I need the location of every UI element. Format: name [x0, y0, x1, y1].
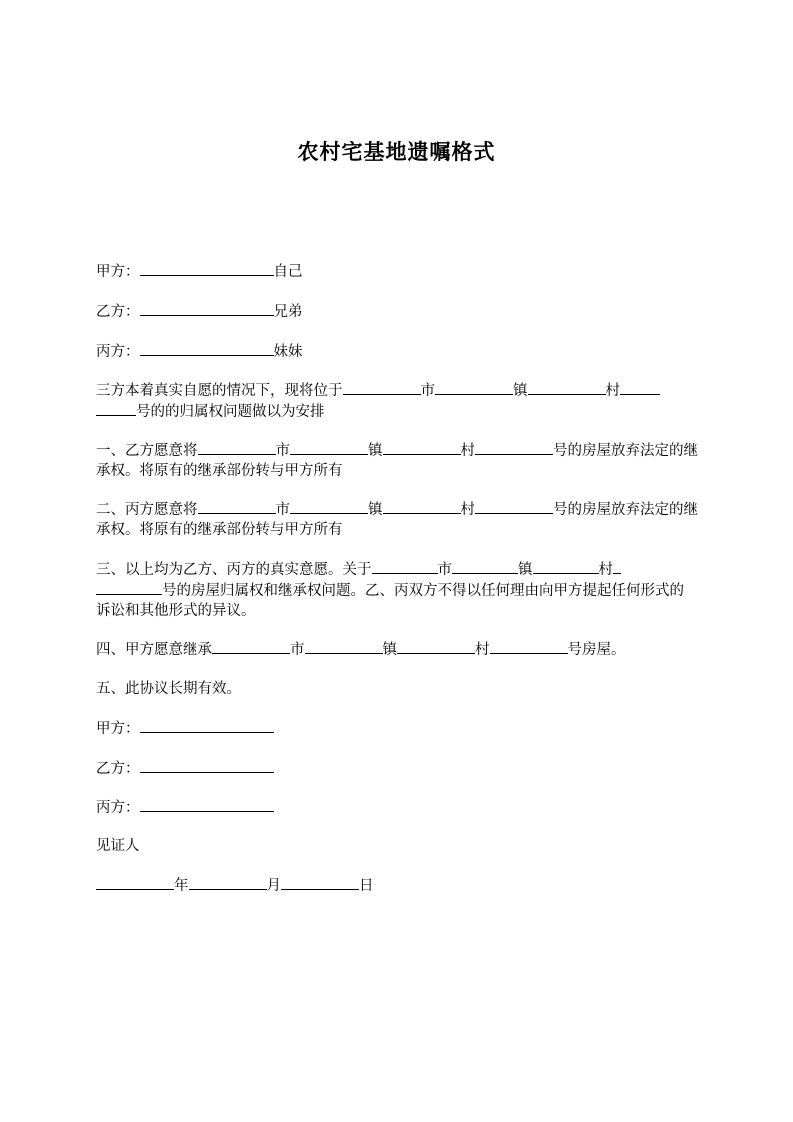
- intro-number-blank-a[interactable]: [620, 380, 660, 395]
- clause-2-village-blank[interactable]: [383, 499, 461, 514]
- clause-1-city-blank[interactable]: [198, 440, 276, 455]
- clause-1-number-blank[interactable]: [475, 440, 553, 455]
- clause-3-village: 村: [598, 562, 613, 578]
- party-bing-label: 丙方：: [96, 344, 140, 360]
- clause-1-town: 镇: [368, 443, 383, 459]
- clause-2-city: 市: [275, 502, 290, 518]
- clause-3-number-blank-a[interactable]: [613, 559, 621, 574]
- clause-1-prefix: 一、乙方愿意将: [96, 443, 198, 459]
- clause-4-city-blank[interactable]: [212, 639, 290, 654]
- clause-2-number-blank[interactable]: [475, 499, 553, 514]
- clause-2-town-blank[interactable]: [290, 499, 368, 514]
- date-month-blank[interactable]: [189, 875, 267, 890]
- signature-yi-label: 乙方：: [96, 761, 140, 777]
- date-year-blank[interactable]: [96, 875, 174, 890]
- party-yi-blank[interactable]: [140, 301, 274, 316]
- intro-village-blank[interactable]: [528, 380, 606, 395]
- party-bing-blank[interactable]: [140, 341, 274, 356]
- clause-4-number-blank[interactable]: [490, 639, 568, 654]
- clause-4-city: 市: [290, 642, 305, 658]
- clause-4-village: 村: [475, 642, 490, 658]
- signature-jia-label: 甲方：: [96, 721, 140, 737]
- intro-city: 市: [420, 383, 435, 399]
- clause-3-suffix: 号的房屋归属权和继承权问题。乙、丙双方不得以任何理由向甲方提起任何形式的诉讼和其他形式的异议。: [96, 583, 684, 619]
- intro-town-blank[interactable]: [435, 380, 513, 395]
- party-yi: [96, 301, 698, 322]
- signature-yi-blank[interactable]: [140, 758, 274, 773]
- clause-2-prefix: 二、丙方愿意将: [96, 502, 198, 518]
- intro-town: 镇: [513, 383, 528, 399]
- intro-village: 村: [605, 383, 620, 399]
- clause-1-suffix: 号的房屋放弃法定的继承权。将原有的继承部份转与甲方所有: [96, 443, 698, 479]
- party-jia: [96, 261, 698, 282]
- signature-bing-label: 丙方：: [96, 800, 140, 816]
- party-jia-label: 甲方：: [96, 264, 140, 280]
- intro-suffix: 号的的归属权问题做以为安排: [136, 404, 325, 420]
- clause-4-town: 镇: [382, 642, 397, 658]
- document-title: 农村宅基地遗嘱格式: [297, 140, 496, 164]
- clause-3-town-blank[interactable]: [452, 559, 518, 574]
- clause-4: [96, 639, 698, 660]
- intro-number-blank-b[interactable]: [96, 401, 136, 416]
- clause-3-number-blank-b[interactable]: [96, 580, 162, 595]
- clause-2-village: 村: [460, 502, 475, 518]
- signature-bing-blank[interactable]: [140, 797, 274, 812]
- signature-jia-blank[interactable]: [140, 718, 274, 733]
- signature-bing: [96, 797, 698, 818]
- intro-city-blank[interactable]: [343, 380, 421, 395]
- clause-4-prefix: 四、甲方愿意继承: [96, 642, 212, 658]
- clause-1: [96, 440, 698, 481]
- clause-5: 五、此协议长期有效。: [96, 681, 241, 697]
- clause-4-suffix: 号房屋。: [567, 642, 626, 658]
- clause-1-city: 市: [275, 443, 290, 459]
- clause-3-village-blank[interactable]: [533, 559, 599, 574]
- intro-prefix: 三方本着真实自愿的情况下，现将位于: [96, 383, 343, 399]
- date-line: [96, 875, 698, 896]
- party-bing: [96, 341, 698, 362]
- clause-4-village-blank[interactable]: [397, 639, 475, 654]
- intro-paragraph: [96, 380, 698, 422]
- clause-4-town-blank[interactable]: [305, 639, 383, 654]
- party-jia-blank[interactable]: [140, 261, 274, 276]
- clause-3-city: 市: [437, 562, 452, 578]
- clause-3: [96, 559, 698, 621]
- clause-1-town-blank[interactable]: [290, 440, 368, 455]
- date-day-blank[interactable]: [281, 875, 359, 890]
- clause-3-city-blank[interactable]: [372, 559, 438, 574]
- party-jia-suffix: 自己: [273, 264, 303, 280]
- clause-1-village: 村: [460, 443, 475, 459]
- clause-2: [96, 499, 698, 540]
- signature-yi: [96, 758, 698, 779]
- clause-3-town: 镇: [518, 562, 533, 578]
- date-month: 月: [266, 878, 281, 894]
- date-day: 日: [359, 878, 374, 894]
- party-yi-label: 乙方：: [96, 304, 140, 320]
- party-yi-suffix: 兄弟: [273, 304, 303, 320]
- party-bing-suffix: 妹妹: [273, 344, 303, 360]
- signature-jia: [96, 718, 698, 739]
- date-year: 年: [174, 878, 189, 894]
- clause-2-city-blank[interactable]: [198, 499, 276, 514]
- witness-label: 见证人: [96, 838, 140, 854]
- clause-1-village-blank[interactable]: [383, 440, 461, 455]
- clause-3-prefix: 三、以上均为乙方、丙方的真实意愿。关于: [96, 562, 372, 578]
- clause-2-suffix: 号的房屋放弃法定的继承权。将原有的继承部份转与甲方所有: [96, 502, 698, 538]
- clause-2-town: 镇: [368, 502, 383, 518]
